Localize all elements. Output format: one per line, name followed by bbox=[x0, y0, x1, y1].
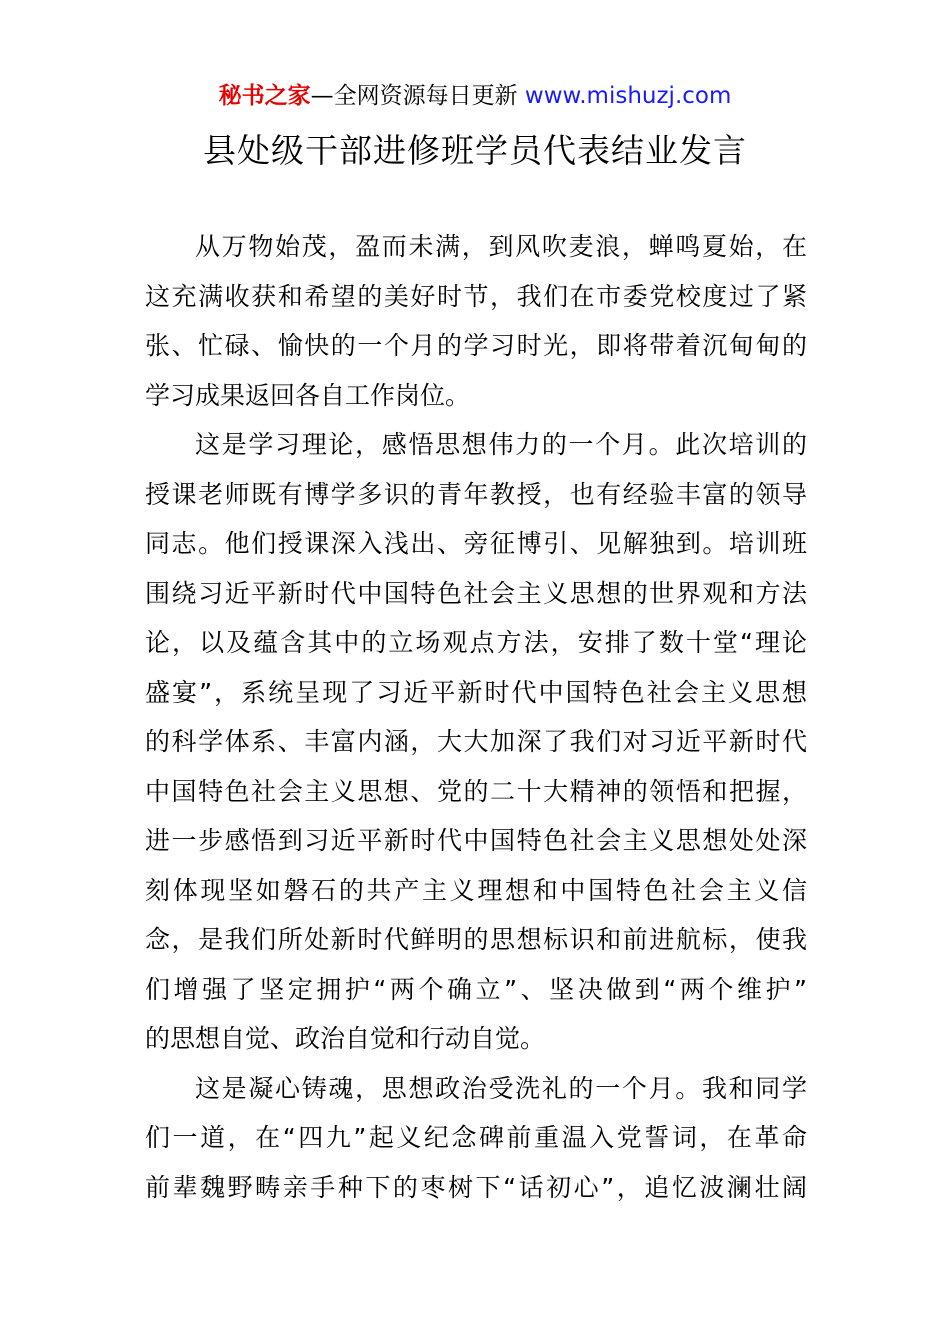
text-line: 刻体现坚如磐石的共产主义理想和中国特色社会主义信 bbox=[145, 875, 807, 905]
site-brand: 秘书之家 bbox=[218, 83, 311, 109]
text-line: 们增强了坚定拥护“两个确立”、坚决做到“两个维护” bbox=[145, 974, 807, 1004]
text-line: 围绕习近平新时代中国特色社会主义思想的世界观和方法 bbox=[145, 578, 807, 608]
text-line: 前辈魏野畴亲手种下的枣树下“话初心”，追忆波澜壮阔 bbox=[145, 1172, 807, 1202]
text-line: 盛宴”，系统呈现了习近平新时代中国特色社会主义思想 bbox=[145, 677, 807, 707]
paragraph bbox=[145, 1064, 807, 1213]
text-line: 这充满收获和希望的美好时节，我们在市委党校度过了紧 bbox=[145, 281, 807, 311]
text-line: 们一道，在“四九”起义纪念碑前重温入党誓词，在革命 bbox=[145, 1123, 807, 1152]
text-line: 的思想自觉、政治自觉和行动自觉。 bbox=[145, 1024, 546, 1053]
text-line: 同志。他们授课深入浅出、旁征博引、见解独到。培训班 bbox=[145, 529, 807, 558]
site-header bbox=[0, 80, 950, 112]
site-tagline: —全网资源每日更新 bbox=[310, 83, 525, 109]
text-line: 念，是我们所处新时代鲜明的思想标识和前进航标，使我 bbox=[145, 925, 807, 954]
document-title: 县处级干部进修班学员代表结业发言 bbox=[203, 131, 747, 170]
text-line: 这是学习理论，感悟思想伟力的一个月。此次培训的 bbox=[195, 430, 807, 459]
site-url-link[interactable]: www.mishuzj.com bbox=[524, 83, 732, 109]
text-line: 从万物始茂，盈而未满，到风吹麦浪，蝉鸣夏始，在 bbox=[195, 232, 807, 261]
paragraph bbox=[145, 420, 807, 1064]
text-line: 中国特色社会主义思想、党的二十大精神的领悟和把握， bbox=[145, 776, 807, 806]
text-line: 授课老师既有博学多识的青年教授，也有经验丰富的领导 bbox=[145, 479, 807, 509]
text-line: 这是凝心铸魂，思想政治受洗礼的一个月。我和同学 bbox=[195, 1073, 807, 1103]
text-line: 张、忙碌、愉快的一个月的学习时光，即将带着沉甸甸的 bbox=[145, 331, 807, 360]
document-body bbox=[145, 222, 807, 1212]
text-line: 论，以及蕴含其中的立场观点方法，安排了数十堂“理论 bbox=[145, 628, 807, 657]
text-line: 学习成果返回各自工作岗位。 bbox=[145, 380, 471, 410]
text-line: 进一步感悟到习近平新时代中国特色社会主义思想处处深 bbox=[145, 826, 807, 855]
text-line: 的科学体系、丰富内涵，大大加深了我们对习近平新时代 bbox=[145, 727, 807, 756]
paragraph bbox=[145, 222, 807, 420]
